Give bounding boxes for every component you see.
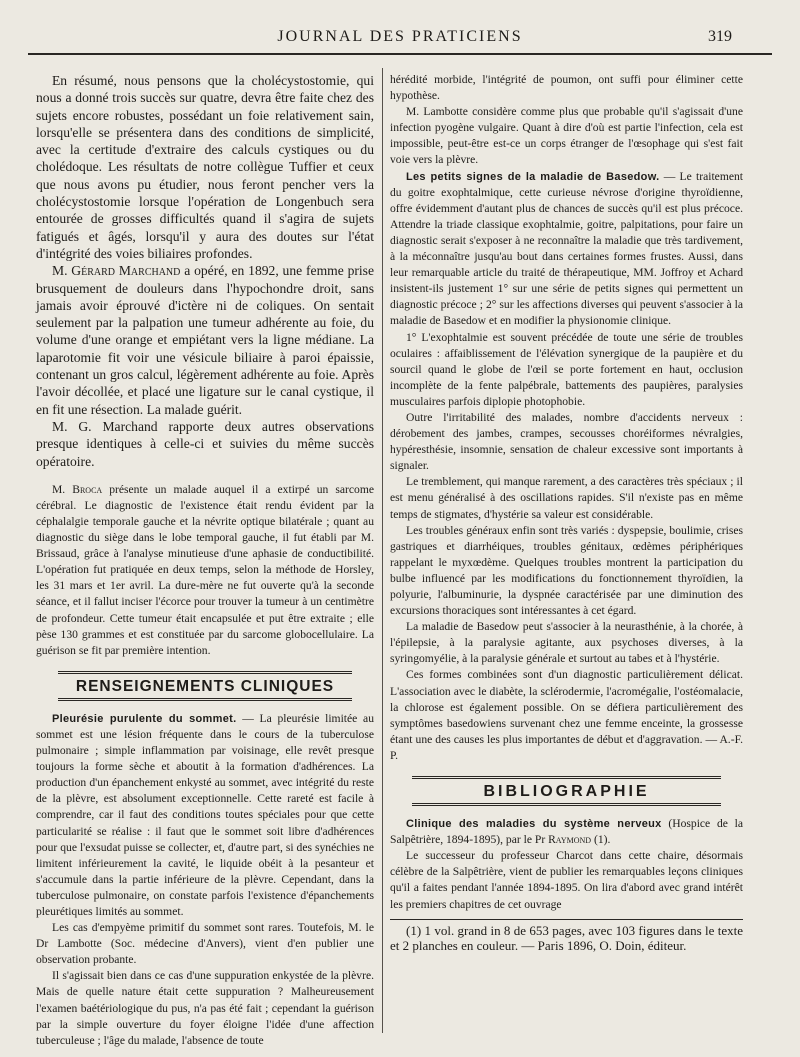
paragraph: Le tremblement, qui manque rarement, a des caractères très spéciaux ; il est menu généralisé à des oscillations rapides. S'il n'existe pas en même temps de stigmates, d'hystérie sa valeur est considérable. [390,475,743,521]
left-column [36,72,375,1047]
paragraph: Les cas d'empyème primitif du sommet sont rares. Toutefois, M. le Dr Lambotte (Soc. médecine d'Anvers), vient d'en publier une observation probante. [36,921,374,967]
paragraph: Les troubles généraux enfin sont très variés : dyspepsie, boulimie, crises gastriques et diarrhéiques, troubles génitaux, œdèmes périphériques rappelant le myxœdème. Quelques troubles montrent la participation du bulbe influencé par les modifications du fonctionnement thyroïdien, la polyurie, l'albuminurie, la dyspnée caractérisée par une diminution des excursions thoraciques sont intéressantes à cet égard. [390,523,743,618]
paragraph: M. Broca présente un malade auquel il a extirpé un sarcome cérébral. Le diagnostic de l'existence était rendu évident par la céphalalgie temporale gauche et la névrite optique bilatérale ; quant au diagnostic du siège dans le lobe temporal gauche, il fut établi par M. Brissaud, grâce à l'analyse minutieuse d'une aphasie de conductibilité. L'opération fut pratiquée en deux temps, selon la méthode de Horsley, les 31 mars et 1er avril. La dure-mère ne fut ouverte qu'à la seconde séance, et il fallut inciser l'écorce pour trouver la tumeur à un centimètre de profondeur. Cette tumeur était encapsulée et put être extraite ; elle pèse 130 grammes et est constituée par du sarcome globocellulaire. La guérison se fit par première intention. [36,482,374,657]
paragraph: En résumé, nous pensons que la cholécystostomie, qui nous a donné trois succès sur quatre, devra être faite chez des sujets encore robustes, possédant un foie relativement sain, lorsqu'elle se présentera dans des conditions de simplicité, avec la certitude d'extraire des calculs cystiques ou du cholédoque. Les résultats de notre collègue Tuffier et ceux que nous avons pu étudier, nous feront pencher vers la cholécystostomie lorsque l'opération de Longenbuch sera entourée de grosses difficultés quand il s'agira de sujets fatigués et âgés, lorsqu'il y aura des doutes sur l'état d'intégrité des voies biliaires profondes. [36,73,374,261]
footnote: (1) 1 vol. grand in 8 de 653 pages, avec 103 figures dans le texte et 2 planches en couleur. — Paris 1896, O. Doin, éditeur. [390,922,743,954]
paragraph: Outre l'irritabilité des malades, nombre d'accidents nerveux : dérobement des jambes, crampes, secousses choréiformes névralgies, hypéresthésie, insomnie, sensation de chaleur excessive sont importants à signaler. [390,410,743,473]
section-title: BIBLIOGRAPHIE [483,783,650,801]
rubric-title: Clinique des maladies du système nerveux [406,818,662,831]
paragraph: Les petits signes de la maladie de Basedow. — Le traitement du goitre exophtalmique, cette curieuse névrose d'origine thyroïdienne, offre évidemment d'autant plus de chances de succès qu'il est plus précoce. Attendre la triade classique exophtalmie, goitre, palpitations, pour faire un diagnostic serait s'exposer à ne reconnaître la maladie que très tardivement, à la méconnaître jusqu'au bout dans certaines formes frustes. Aussi, dans leur remarquable article du traité de thérapeutique, MM. Joffroy et Achard insistent-ils justement 1° sur une série de petits signes qui permettent un diagnostic précoce ; 2° sur les affections diverses qui peuvent s'associer à la maladie de Basedow et en modifier la physionomie clinique. [390,169,744,328]
paragraph: La maladie de Basedow peut s'associer à la neurasthénie, à la chorée, à l'épilepsie, à la paralysie agitante, aux psychoses diverses, à la syringomyélie, à la paralysie générale et surtout au tabes et à l'hystérie. [390,620,743,666]
section-header-bibliographie [390,776,743,806]
author-name: Raymond [548,833,592,847]
paragraph: hérédité morbide, l'intégrité de poumon, ont suffi pour éliminer cette hypothèse. [390,73,743,103]
page-header [28,26,772,56]
paragraph: Pleurésie purulente du sommet. — La pleurésie limitée au sommet est une lésion fréquente dans le cours de la tuberculose pulmonaire ; simple inflammation par voisinage, elle revêt presque toujours la forme sèche et aboutit à la formation d'adhérences. La production d'un épanchement enkysté au sommet, avec intégrité du reste de la plèvre, est absolument exceptionnelle. Cette rareté est facile à comprendre, car il faut des conditions toutes spéciales pour que cette particularité se réalise : il faut que le sommet soit libre d'adhérences pour que l'exsudat puisse se collecter, et, d'autre part, si des synéchies ne limitent inférieurement la cavité, le liquide obéit à la pesanteur et s'accumule dans la partie inférieure de la plèvre. Cependant, dans la tuberculose pulmonaire, on constate parfois l'existence d'épanchements pleurétiques limités au sommet. [36,711,375,918]
paragraph: M. Lambotte considère comme plus que probable qu'il s'agissait d'une infection pyogène vulgaire. Quant à dire d'où est partie l'infection, cela est impossible, peut-être est-ce un corps étranger de l'œsophage qui s'est fait voie vers la plèvre. [390,105,743,167]
paragraph: Il s'agissait bien dans ce cas d'une suppuration enkystée de la plèvre. Mais de quelle nature était cette suppuration ? Malheureusement l'examen baétériologique du pus, n'a pas été fait ; cependant la guérison par la simple ouverture du foyer éloigne l'idée d'une affection tuberculeuse ; l'âge du malade, l'absence de toute [36,969,374,1047]
column-divider [382,68,383,1033]
paragraph: Clinique des maladies du système nerveux (Hospice de la Salpêtrière, 1894-1895), par le Pr Raymond (1). [390,817,744,847]
paragraph: M. Gérard Marchand a opéré, en 1892, une femme prise brusquement de douleurs dans l'hypochondre droit, sans jamais avoir éprouvé d'ictère ni de coliques. On sentait seulement par la palpation une tumeur adhérente au foie, du volume d'une orange et empiétant vers la ligne médiane. La laparotomie fit voir une vésicule biliaire à paroi épaissie, contenant un gros calcul, légèrement adhérente au foie. Après l'avoir décollée, et placé une ligature sur le canal cystique, il en fit une résection. La malade guérit. [36,263,374,417]
header-rule [28,53,772,55]
section-header-renseignements [36,671,374,701]
paragraph: M. G. Marchand rapporte deux autres observations presque identiques à celle-ci et suivies du même succès opératoire. [36,418,374,469]
journal-title: JOURNAL DES PRATICIENS [277,28,523,45]
author-name: M. Gérard Marchand [52,263,181,279]
author-name: Broca [72,482,103,496]
paragraph: 1° L'exophtalmie est souvent précédée de toute une série de troubles oculaires : affaiblissement de l'élévation synergique de la paupière et du sourcil quand le globe de l'œil se porte fortement en haut, occlusion incomplète de la fente palpébrale, battements des paupières, paralysies musculaires parfois diplopie photophobie. [390,330,743,408]
paragraph: Ces formes combinées sont d'un diagnostic particulièrement délicat. L'association avec le diabète, la sclérodermie, l'acromégalie, l'ostéomalacie, la chlorose est également possible. On se défiera particulièrement des symptômes basedowiens survenant chez une femme enceinte, la grossesse étant une des causes les plus importantes de début et d'aggravation. — A.-F. P. [390,668,743,762]
paragraph: Le successeur du professeur Charcot dans cette chaire, désormais célèbre de la Salpêtrière, vient de publier les remarquables leçons cliniques qu'il a faites pendant l'année 1894-1895. On lira d'abord avec grand intérêt les premiers chapitres de cet ouvrage [390,849,743,911]
rubric-title: Pleurésie purulente du sommet. [52,712,237,725]
right-column [390,72,743,1037]
section-title: RENSEIGNEMENTS CLINIQUES [75,677,335,695]
rubric-title: Les petits signes de la maladie de Basedow. [406,170,660,183]
page-number: 319 [708,28,732,45]
footnote-rule [390,919,743,920]
